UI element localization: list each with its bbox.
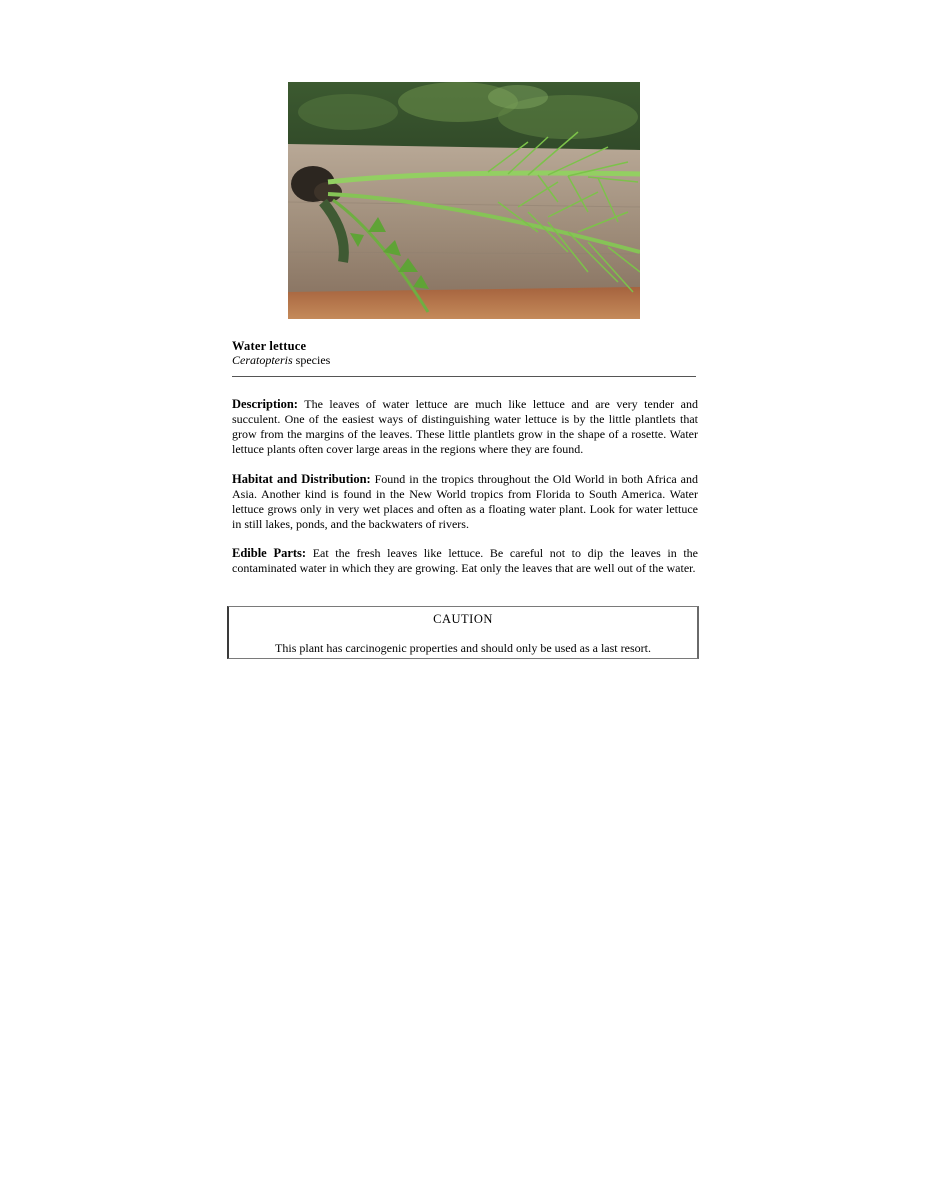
plant-heading	[232, 339, 696, 367]
water-lettuce-photo-illustration	[288, 82, 640, 319]
description-paragraph	[232, 397, 698, 457]
description-text: The leaves of water lettuce are much like lettuce and are very tender and succulent. One of the easiest ways of distinguishing water lettuce is by the little plantlets that grow from the margins of the leaves. These little plantlets grow in the shape of a rosette. Water lettuce plants often cover large areas in the regions where they are found.	[232, 397, 698, 456]
plant-photo	[288, 82, 640, 319]
habitat-label: Habitat and Distribution:	[232, 472, 371, 486]
scientific-name-line	[232, 353, 696, 367]
edible-text: Eat the fresh leaves like lettuce. Be careful not to dip the leaves in the contaminated water in which they are growing. Eat only the leaves that are well out of the water.	[232, 546, 699, 575]
habitat-text: Found in the tropics throughout the Old World in both Africa and Asia. Another kind is found in the New World tropics from Florida to South America. Water lettuce grows only in very wet places and often as a floating water plant. Look for water lettuce in still lakes, ponds, and the backwaters of rivers.	[232, 472, 698, 531]
edible-label: Edible Parts:	[232, 546, 307, 560]
scientific-suffix: species	[292, 353, 331, 367]
caution-box	[227, 606, 699, 659]
edible-parts-paragraph	[232, 546, 698, 576]
caution-text: This plant has carcinogenic properties and should only be used as a last resort.	[275, 641, 651, 655]
common-name: Water lettuce	[232, 339, 307, 353]
description-label: Description:	[232, 397, 298, 411]
heading-divider	[232, 376, 696, 377]
habitat-paragraph	[232, 472, 698, 532]
scientific-name: Ceratopteris	[232, 353, 293, 367]
caution-title: CAUTION	[433, 612, 493, 626]
